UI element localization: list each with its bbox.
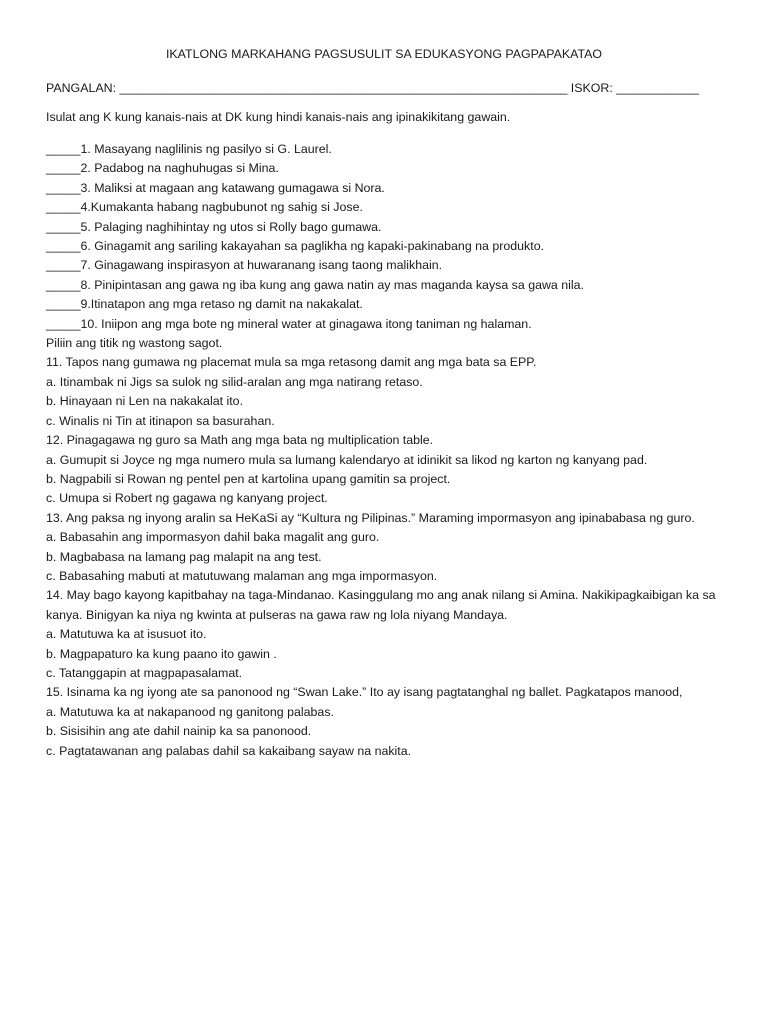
- item-5: _____5. Palaging naghihintay ng utos si Rolly bago gumawa.: [46, 219, 382, 234]
- question-13-choice-a: a. Babasahin ang impormasyon dahil baka magalit ang guro.: [46, 530, 380, 545]
- item-8: _____8. Pinipintasan ang gawa ng iba kung ang gawa natin ay mas maganda kaysa sa gawa nila.: [46, 277, 584, 292]
- instruction-part2: Piliin ang titik ng wastong sagot.: [46, 336, 223, 351]
- question-12-choice-a: a. Gumupit si Joyce ng mga numero mula sa lumang kalendaryo at idinikit sa likod ng karton ng kanyang pad.: [46, 452, 648, 467]
- question-12: 12. Pinagagawa ng guro sa Math ang mga bata ng multiplication table.: [46, 433, 434, 448]
- question-14-choice-c: c. Tatanggapin at magpapasalamat.: [46, 665, 243, 680]
- question-11-choice-b: b. Hinayaan ni Len na nakakalat ito.: [46, 394, 244, 409]
- item-7: _____7. Ginagawang inspirasyon at huwaranang isang taong malikhain.: [46, 258, 443, 273]
- question-14-line-2: kanya. Binigyan ka niya ng kwinta at pulseras na gawa raw ng lola niyang Mandaya.: [46, 607, 508, 622]
- question-13: 13. Ang paksa ng inyong aralin sa HeKaSi ay “Kultura ng Pilipinas.” Maraming impormasyon ang ipinababasa ng guro.: [46, 510, 695, 525]
- question-14-choice-b: b. Magpapaturo ka kung paano ito gawin .: [46, 646, 277, 661]
- question-11: 11. Tapos nang gumawa ng placemat mula sa mga retasong damit ang mga bata sa EPP.: [46, 355, 537, 370]
- question-15-choice-b: b. Sisisihin ang ate dahil nainip ka sa panonood.: [46, 724, 312, 739]
- instruction-part1: Isulat ang K kung kanais-nais at DK kung hindi kanais-nais ang ipinakikitang gawain.: [46, 110, 511, 124]
- item-10: _____10. Iniipon ang mga bote ng mineral water at ginagawa itong taniman ng halaman.: [46, 316, 532, 331]
- exam-body: [46, 140, 726, 761]
- item-2: _____2. Padabog na naghuhugas si Mina.: [46, 161, 279, 176]
- question-12-choice-c: c. Umupa si Robert ng gagawa ng kanyang project.: [46, 491, 328, 506]
- question-13-choice-b: b. Magbabasa na lamang pag malapit na ang test.: [46, 549, 322, 564]
- item-6: _____6. Ginagamit ang sariling kakayahan sa paglikha ng kapaki-pakinabang na produkto.: [46, 239, 545, 254]
- question-14-choice-a: a. Matutuwa ka at isusuot ito.: [46, 627, 207, 642]
- exam-title: IKATLONG MARKAHANG PAGSUSULIT SA EDUKASYONG PAGPAPAKATAO: [165, 47, 603, 61]
- question-15-choice-a: a. Matutuwa ka at nakapanood ng ganitong palabas.: [46, 704, 334, 719]
- question-12-choice-b: b. Nagpabili si Rowan ng pentel pen at kartolina upang gamitin sa project.: [46, 471, 451, 486]
- question-15: 15. Isinama ka ng iyong ate sa panonood ng “Swan Lake.” Ito ay isang pagtatanghal ng ballet. Pagkatapos manood,: [46, 685, 683, 700]
- item-9: _____9.Itinatapon ang mga retaso ng damit na nakakalat.: [46, 297, 363, 312]
- item-4: _____4.Kumakanta habang nagbubunot ng sahig si Jose.: [46, 200, 363, 215]
- item-3: _____3. Maliksi at magaan ang katawang gumagawa si Nora.: [46, 180, 385, 195]
- name-score-line: PANGALAN: _________________________________________________________________ ISKOR: ____________: [46, 81, 699, 95]
- question-11-choice-a: a. Itinambak ni Jigs sa sulok ng silid-aralan ang mga natirang retaso.: [46, 374, 423, 389]
- question-14-line-1: 14. May bago kayong kapitbahay na taga-Mindanao. Kasinggulang mo ang anak nilang si Amina. Nakikipagkaibigan ka sa: [46, 588, 716, 603]
- question-15-choice-c: c. Pagtatawanan ang palabas dahil sa kakaibang sayaw na nakita.: [46, 743, 412, 758]
- item-1: _____1. Masayang naglilinis ng pasilyo si G. Laurel.: [46, 142, 332, 156]
- question-13-choice-c: c. Babasahing mabuti at matutuwang malaman ang mga impormasyon.: [46, 568, 438, 583]
- question-11-choice-c: c. Winalis ni Tin at itinapon sa basurahan.: [46, 413, 275, 428]
